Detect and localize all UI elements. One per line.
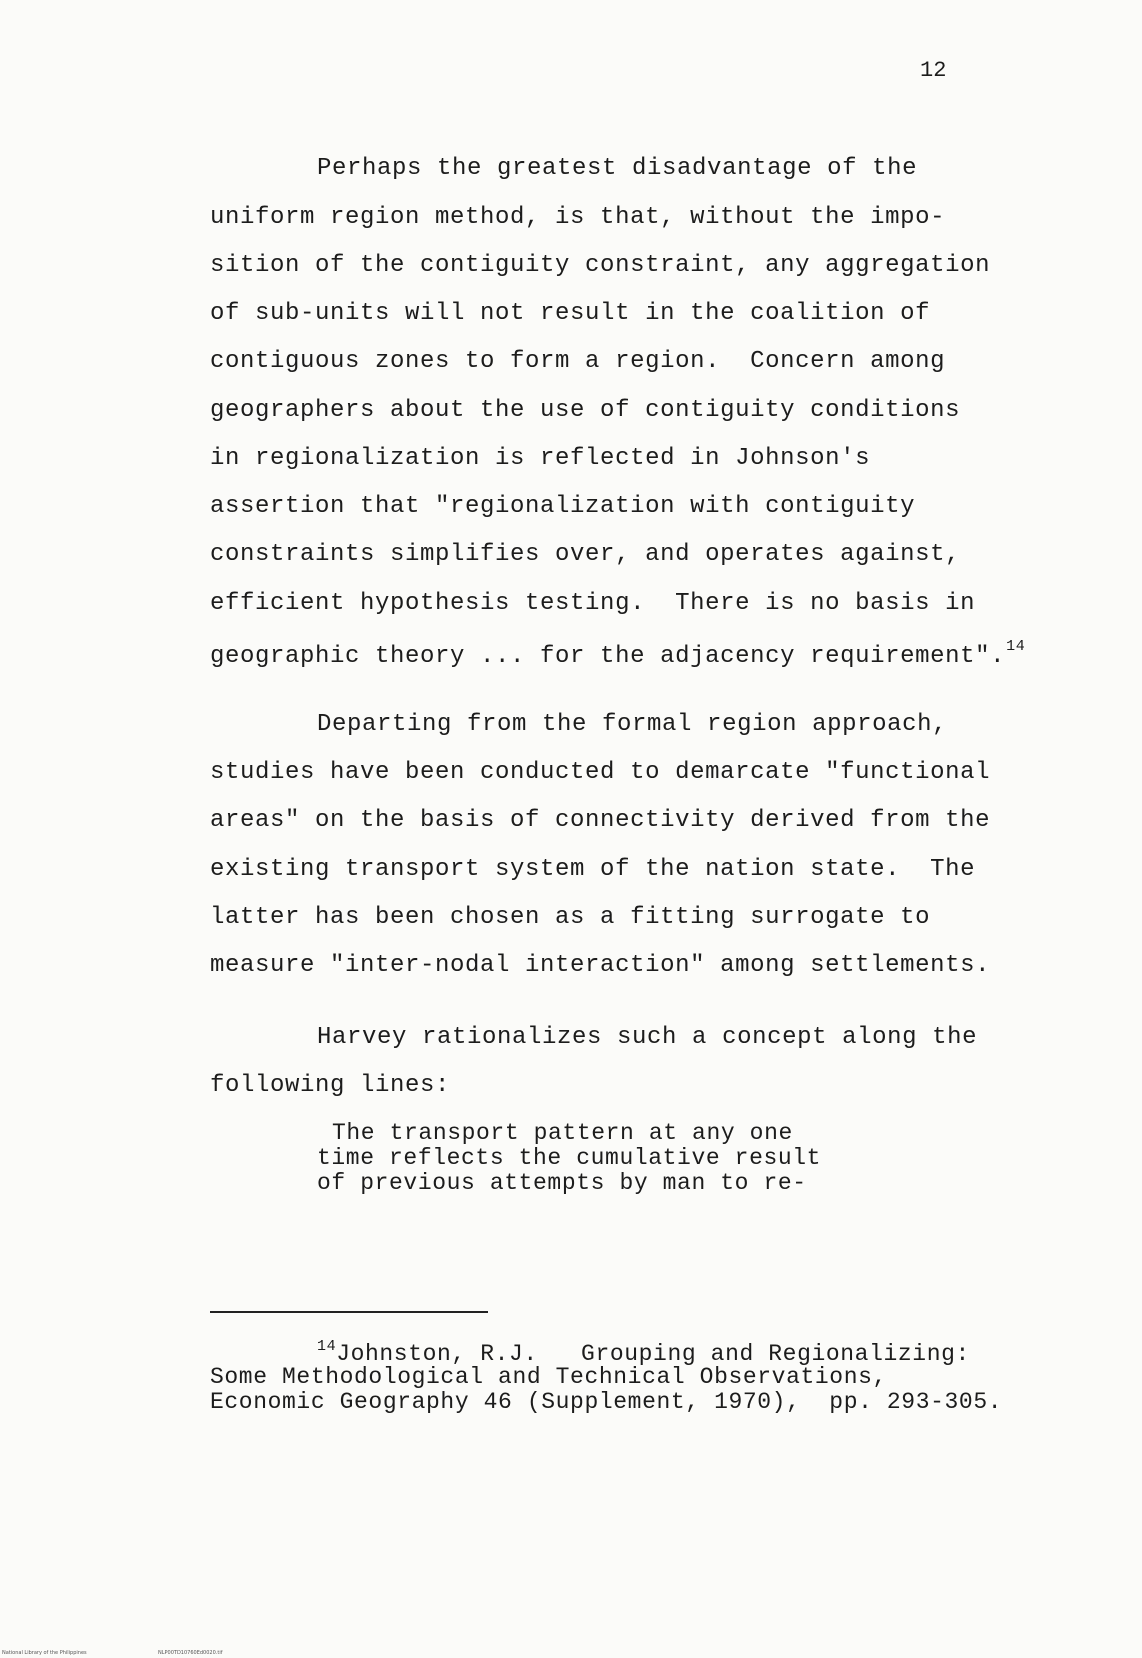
scan-file-note: NLP00TD10760Ed0020.tif [158,1650,223,1656]
paragraph-1-line: of sub-units will not result in the coalition of [210,300,931,327]
paragraph-1-line: sition of the contiguity constraint, any aggregation [210,252,991,279]
paragraph-1-line: efficient hypothesis testing. There is no basis in [210,590,976,617]
block-quote-line: time reflects the cumulative result [317,1145,822,1171]
paragraph-1-line: Perhaps the greatest disadvantage of the [317,155,918,182]
paragraph-2-line: latter has been chosen as a fitting surrogate to [210,904,931,931]
paragraph-1-line: in regionalization is reflected in Johnson's [210,445,871,472]
footnote-first-line [317,1338,970,1367]
footnote-separator [210,1311,488,1313]
scan-source-note: National Library of the Philippines [2,1650,87,1656]
paragraph-2-line: Departing from the formal region approach, [317,711,948,738]
paragraph-1-line: geographic theory ... for the adjacency requirement". [210,643,1006,670]
footnote-line: Johnston, R.J. Grouping and Regionalizing: [336,1341,970,1367]
page-number: 12 [920,58,947,83]
paragraph-2-line: measure "inter-nodal interaction" among settlements. [210,952,991,979]
paragraph-1-line: uniform region method, is that, without the impo- [210,204,946,231]
block-quote-line: of previous attempts by man to re- [317,1170,807,1196]
paragraph-1-line: assertion that "regionalization with contiguity [210,493,916,520]
paragraph-1-line: geographers about the use of contiguity conditions [210,397,961,424]
footnote-line: Some Methodological and Technical Observations, [210,1364,887,1390]
paragraph-1-last-line [210,638,1025,670]
footnote-number: 14 [317,1338,337,1355]
paragraph-2-line: studies have been conducted to demarcate "functional [210,759,991,786]
footnote-line: Economic Geography 46 (Supplement, 1970), pp. 293-305. [210,1389,1003,1415]
footnote-reference: 14 [1006,638,1026,655]
paragraph-2-line: areas" on the basis of connectivity derived from the [210,807,991,834]
paragraph-2-line: existing transport system of the nation state. The [210,856,976,883]
paragraph-3-line: Harvey rationalizes such a concept along the [317,1024,978,1051]
block-quote-line: The transport pattern at any one [332,1120,793,1146]
paragraph-3-line: following lines: [210,1072,451,1099]
paragraph-1-line: contiguous zones to form a region. Concern among [210,348,946,375]
paragraph-1-line: constraints simplifies over, and operates against, [210,541,961,568]
